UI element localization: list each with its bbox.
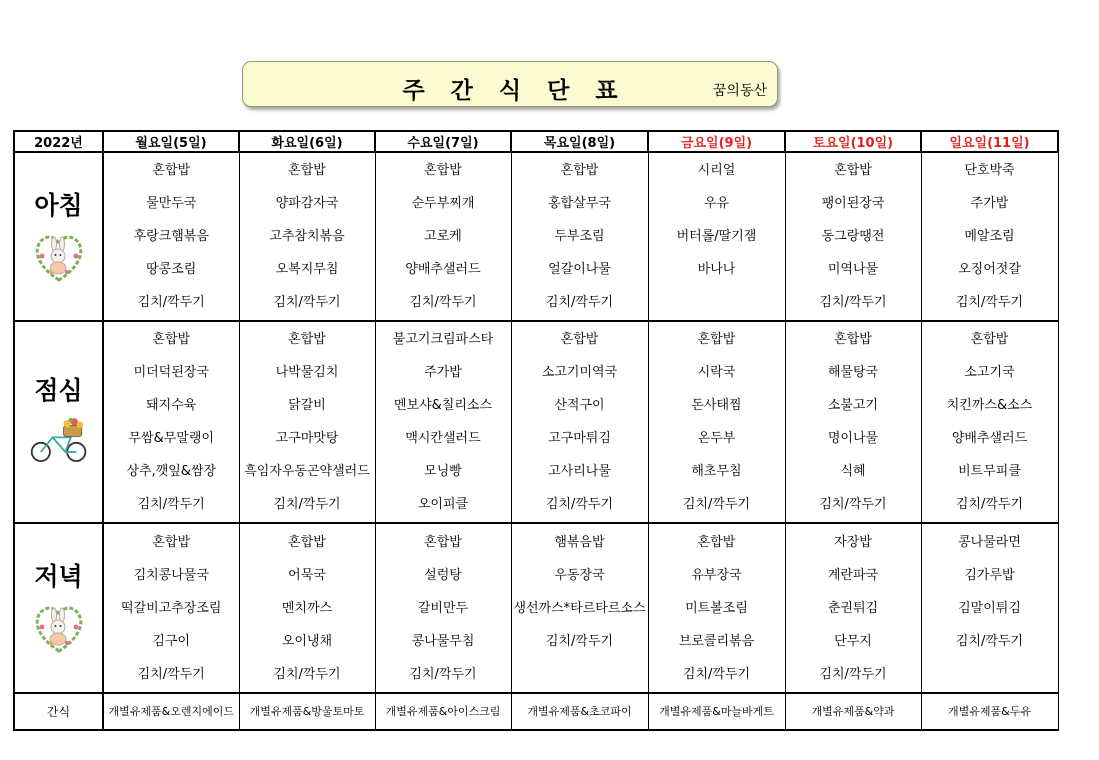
menu-item: 얼갈이나물	[548, 262, 611, 278]
menu-item: 혼합밥	[288, 534, 326, 550]
snack-cell: 개별유제품&방울토마토	[239, 693, 375, 730]
menu-item: 혼합밥	[288, 163, 326, 179]
menu-item: 혼합밥	[560, 163, 599, 179]
menu-item: 주가밥	[424, 365, 462, 381]
menu-item: 명이나물	[827, 431, 879, 447]
menu-item: 양배추샐러드	[951, 431, 1028, 447]
menu-item: 식혜	[840, 464, 866, 480]
menu-item: 김치콩나물국	[133, 567, 209, 583]
menu-item: 우동장국	[554, 567, 605, 583]
menu-item: 해물탕국	[827, 365, 879, 381]
menu-item: 고로케	[424, 229, 462, 245]
menu-item	[512, 658, 648, 691]
day-menu-cell	[239, 152, 375, 321]
menu-item: 시리얼	[697, 163, 736, 179]
menu-item: 김치/깍두기	[819, 497, 887, 513]
day-header: 토요일(10일)	[785, 131, 921, 152]
menu-item: 김치/깍두기	[819, 666, 887, 682]
day-menu-cell	[511, 152, 648, 321]
menu-item: 닭갈비	[288, 398, 326, 414]
menu-item: 춘권튀김	[827, 600, 879, 616]
day-menu-cell	[648, 152, 785, 321]
day-menu-cell	[375, 152, 511, 321]
menu-item: 고추참치볶음	[269, 229, 345, 245]
menu-item	[922, 658, 1058, 691]
menu-item: 오이냉채	[281, 633, 333, 649]
menu-item: 김치/깍두기	[545, 633, 614, 649]
menu-item: 설렁탕	[424, 567, 462, 583]
menu-item: 양배추샐러드	[405, 262, 481, 278]
facility-name: 꿈의동산	[712, 83, 767, 99]
menu-item: 김치/깍두기	[409, 295, 477, 311]
menu-item: 무쌈&무말랭이	[128, 431, 214, 447]
meal-name: 아침	[34, 190, 83, 220]
day-menu-cell	[103, 523, 239, 692]
menu-item: 홍합살무국	[548, 196, 611, 212]
menu-item: 혼합밥	[834, 163, 872, 179]
snack-label: 간식	[14, 693, 103, 730]
menu-item: 김구이	[152, 633, 191, 649]
menu-item: 미더덕된장국	[133, 365, 209, 381]
snack-row	[14, 693, 1058, 730]
menu-item: 고구마맛탕	[275, 431, 339, 447]
day-header: 수요일(7일)	[375, 131, 511, 152]
menu-item: 김치/깍두기	[273, 666, 341, 682]
menu-item: 혼합밥	[697, 332, 736, 348]
day-menu-cell	[511, 321, 648, 523]
menu-item: 콩나물무침	[411, 633, 475, 649]
menu-item: 우유	[703, 196, 730, 212]
menu-item: 고사리나물	[548, 464, 611, 480]
snack-cell: 개별유제품&초코파이	[511, 693, 648, 730]
weekly-menu-table	[13, 130, 1059, 731]
menu-item: 순두부찌개	[411, 196, 475, 212]
menu-item: 양파감자국	[275, 196, 339, 212]
year-header: 2022년	[14, 131, 103, 152]
page-title: 주간식단표	[402, 78, 644, 104]
day-menu-cell	[103, 321, 239, 523]
menu-item: 어묵국	[288, 567, 326, 583]
menu-item: 김치/깍두기	[819, 295, 887, 311]
snack-cell: 개별유제품&마늘바게트	[648, 693, 785, 730]
menu-item: 김치/깍두기	[955, 497, 1024, 513]
menu-item: 김말이튀김	[958, 600, 1021, 616]
menu-item: 김치/깍두기	[682, 497, 751, 513]
menu-item: 혼합밥	[697, 534, 736, 550]
menu-item: 김치/깍두기	[545, 497, 614, 513]
menu-item: 온두부	[697, 431, 736, 447]
menu-item: 치킨까스&소스	[946, 398, 1033, 414]
day-header: 금요일(9일)	[648, 131, 785, 152]
menu-item: 혼합밥	[560, 332, 599, 348]
menu-item: 유부장국	[691, 567, 742, 583]
menu-item: 햄볶음밥	[554, 534, 605, 550]
menu-item: 오복지무침	[275, 262, 339, 278]
day-menu-cell	[648, 523, 785, 692]
snack-cell: 개별유제품&두유	[921, 693, 1058, 730]
bunny-wreath-icon	[29, 599, 89, 659]
menu-item: 해초무침	[691, 464, 742, 480]
menu-item: 맥시칸샐러드	[405, 431, 481, 447]
menu-item: 모닝빵	[424, 464, 462, 480]
menu-item: 오이피클	[417, 497, 469, 513]
menu-item: 단호박죽	[964, 163, 1015, 179]
menu-item: 소고기미역국	[541, 365, 618, 381]
snack-cell: 개별유제품&오렌지에이드	[103, 693, 239, 730]
day-menu-cell	[511, 523, 648, 692]
menu-item: 김가루밥	[964, 567, 1015, 583]
menu-item: 멘치까스	[281, 600, 333, 616]
meal-row	[14, 152, 1058, 321]
menu-item: 땅콩조림	[146, 262, 197, 278]
menu-item: 시락국	[697, 365, 736, 381]
day-menu-cell	[103, 152, 239, 321]
menu-item: 혼합밥	[970, 332, 1009, 348]
day-header: 화요일(6일)	[239, 131, 375, 152]
snack-cell: 개별유제품&아이스크림	[375, 693, 511, 730]
menu-item: 미트볼조림	[685, 600, 748, 616]
day-header: 월요일(5일)	[103, 131, 239, 152]
menu-item: 미역나물	[827, 262, 879, 278]
meal-row	[14, 321, 1058, 523]
menu-item: 고구마튀김	[548, 431, 611, 447]
menu-item: 브로콜리볶음	[678, 633, 755, 649]
menu-item	[649, 286, 785, 319]
menu-item: 김치/깍두기	[955, 633, 1024, 649]
menu-item: 계란파국	[827, 567, 879, 583]
menu-item: 소불고기	[827, 398, 879, 414]
menu-item: 혼합밥	[152, 534, 191, 550]
meal-label-cell	[14, 152, 103, 321]
menu-item: 돼지수육	[146, 398, 197, 414]
menu-item: 두부조림	[554, 229, 605, 245]
title-banner	[242, 61, 778, 107]
menu-item: 단무지	[834, 633, 872, 649]
menu-item: 흑임자우동곤약샐러드	[244, 464, 370, 480]
menu-item: 혼합밥	[834, 332, 872, 348]
menu-item: 떡갈비고추장조림	[121, 600, 222, 616]
menu-item: 후랑크햄볶음	[133, 229, 209, 245]
menu-item: 혼합밥	[424, 534, 462, 550]
menu-item: 오징어젓갈	[958, 262, 1021, 278]
menu-item: 갈비만두	[417, 600, 469, 616]
menu-item: 김치/깍두기	[273, 295, 341, 311]
menu-item: 콩나물라면	[958, 534, 1021, 550]
day-menu-cell	[785, 523, 921, 692]
day-menu-cell	[785, 152, 921, 321]
menu-item: 나박물김치	[275, 365, 339, 381]
menu-item: 김치/깍두기	[955, 295, 1024, 311]
day-menu-cell	[375, 523, 511, 692]
menu-item: 김치/깍두기	[409, 666, 477, 682]
menu-item: 김치/깍두기	[545, 295, 614, 311]
menu-item: 동그랑땡전	[821, 229, 885, 245]
day-menu-cell	[375, 321, 511, 523]
day-menu-cell	[921, 321, 1058, 523]
menu-item: 생선까스*타르타르소스	[513, 600, 646, 616]
menu-item: 돈사태찜	[691, 398, 742, 414]
day-header: 목요일(8일)	[511, 131, 648, 152]
menu-item: 혼합밥	[424, 163, 462, 179]
menu-item: 물만두국	[146, 196, 197, 212]
day-menu-cell	[921, 152, 1058, 321]
meal-label-cell	[14, 523, 103, 692]
menu-item: 불고기크림파스타	[392, 332, 494, 348]
menu-item: 김치/깍두기	[137, 295, 205, 311]
day-menu-cell	[648, 321, 785, 523]
menu-item: 자장밥	[834, 534, 872, 550]
day-header: 일요일(11일)	[921, 131, 1058, 152]
snack-cell: 개별유제품&약과	[785, 693, 921, 730]
menu-item: 혼합밥	[152, 332, 191, 348]
menu-item: 멘보샤&칠리소스	[393, 398, 493, 414]
menu-item: 산적구이	[554, 398, 605, 414]
day-menu-cell	[785, 321, 921, 523]
day-menu-cell	[921, 523, 1058, 692]
menu-item: 소고기국	[964, 365, 1015, 381]
menu-item: 혼합밥	[152, 163, 191, 179]
menu-item: 주가밥	[970, 196, 1009, 212]
menu-item: 김치/깍두기	[273, 497, 341, 513]
meal-row	[14, 523, 1058, 692]
menu-item: 바나나	[697, 262, 736, 278]
menu-item: 혼합밥	[288, 332, 326, 348]
bicycle-flower-basket-icon	[29, 413, 89, 473]
menu-item: 비트무피클	[958, 464, 1021, 480]
meal-name: 저녁	[34, 562, 83, 591]
meal-name: 점심	[34, 376, 83, 406]
menu-item: 메알조림	[964, 229, 1015, 245]
header-row	[14, 131, 1058, 152]
menu-item: 김치/깍두기	[137, 666, 205, 682]
day-menu-cell	[239, 321, 375, 523]
menu-item: 김치/깍두기	[682, 666, 751, 682]
menu-item: 팽이된장국	[821, 196, 885, 212]
day-menu-cell	[239, 523, 375, 692]
menu-item: 상추,깻잎&쌈장	[126, 464, 217, 480]
meal-label-cell	[14, 321, 103, 523]
menu-item: 김치/깍두기	[137, 497, 205, 513]
bunny-wreath-icon	[29, 228, 89, 288]
menu-item: 버터롤/딸기잼	[676, 229, 757, 245]
